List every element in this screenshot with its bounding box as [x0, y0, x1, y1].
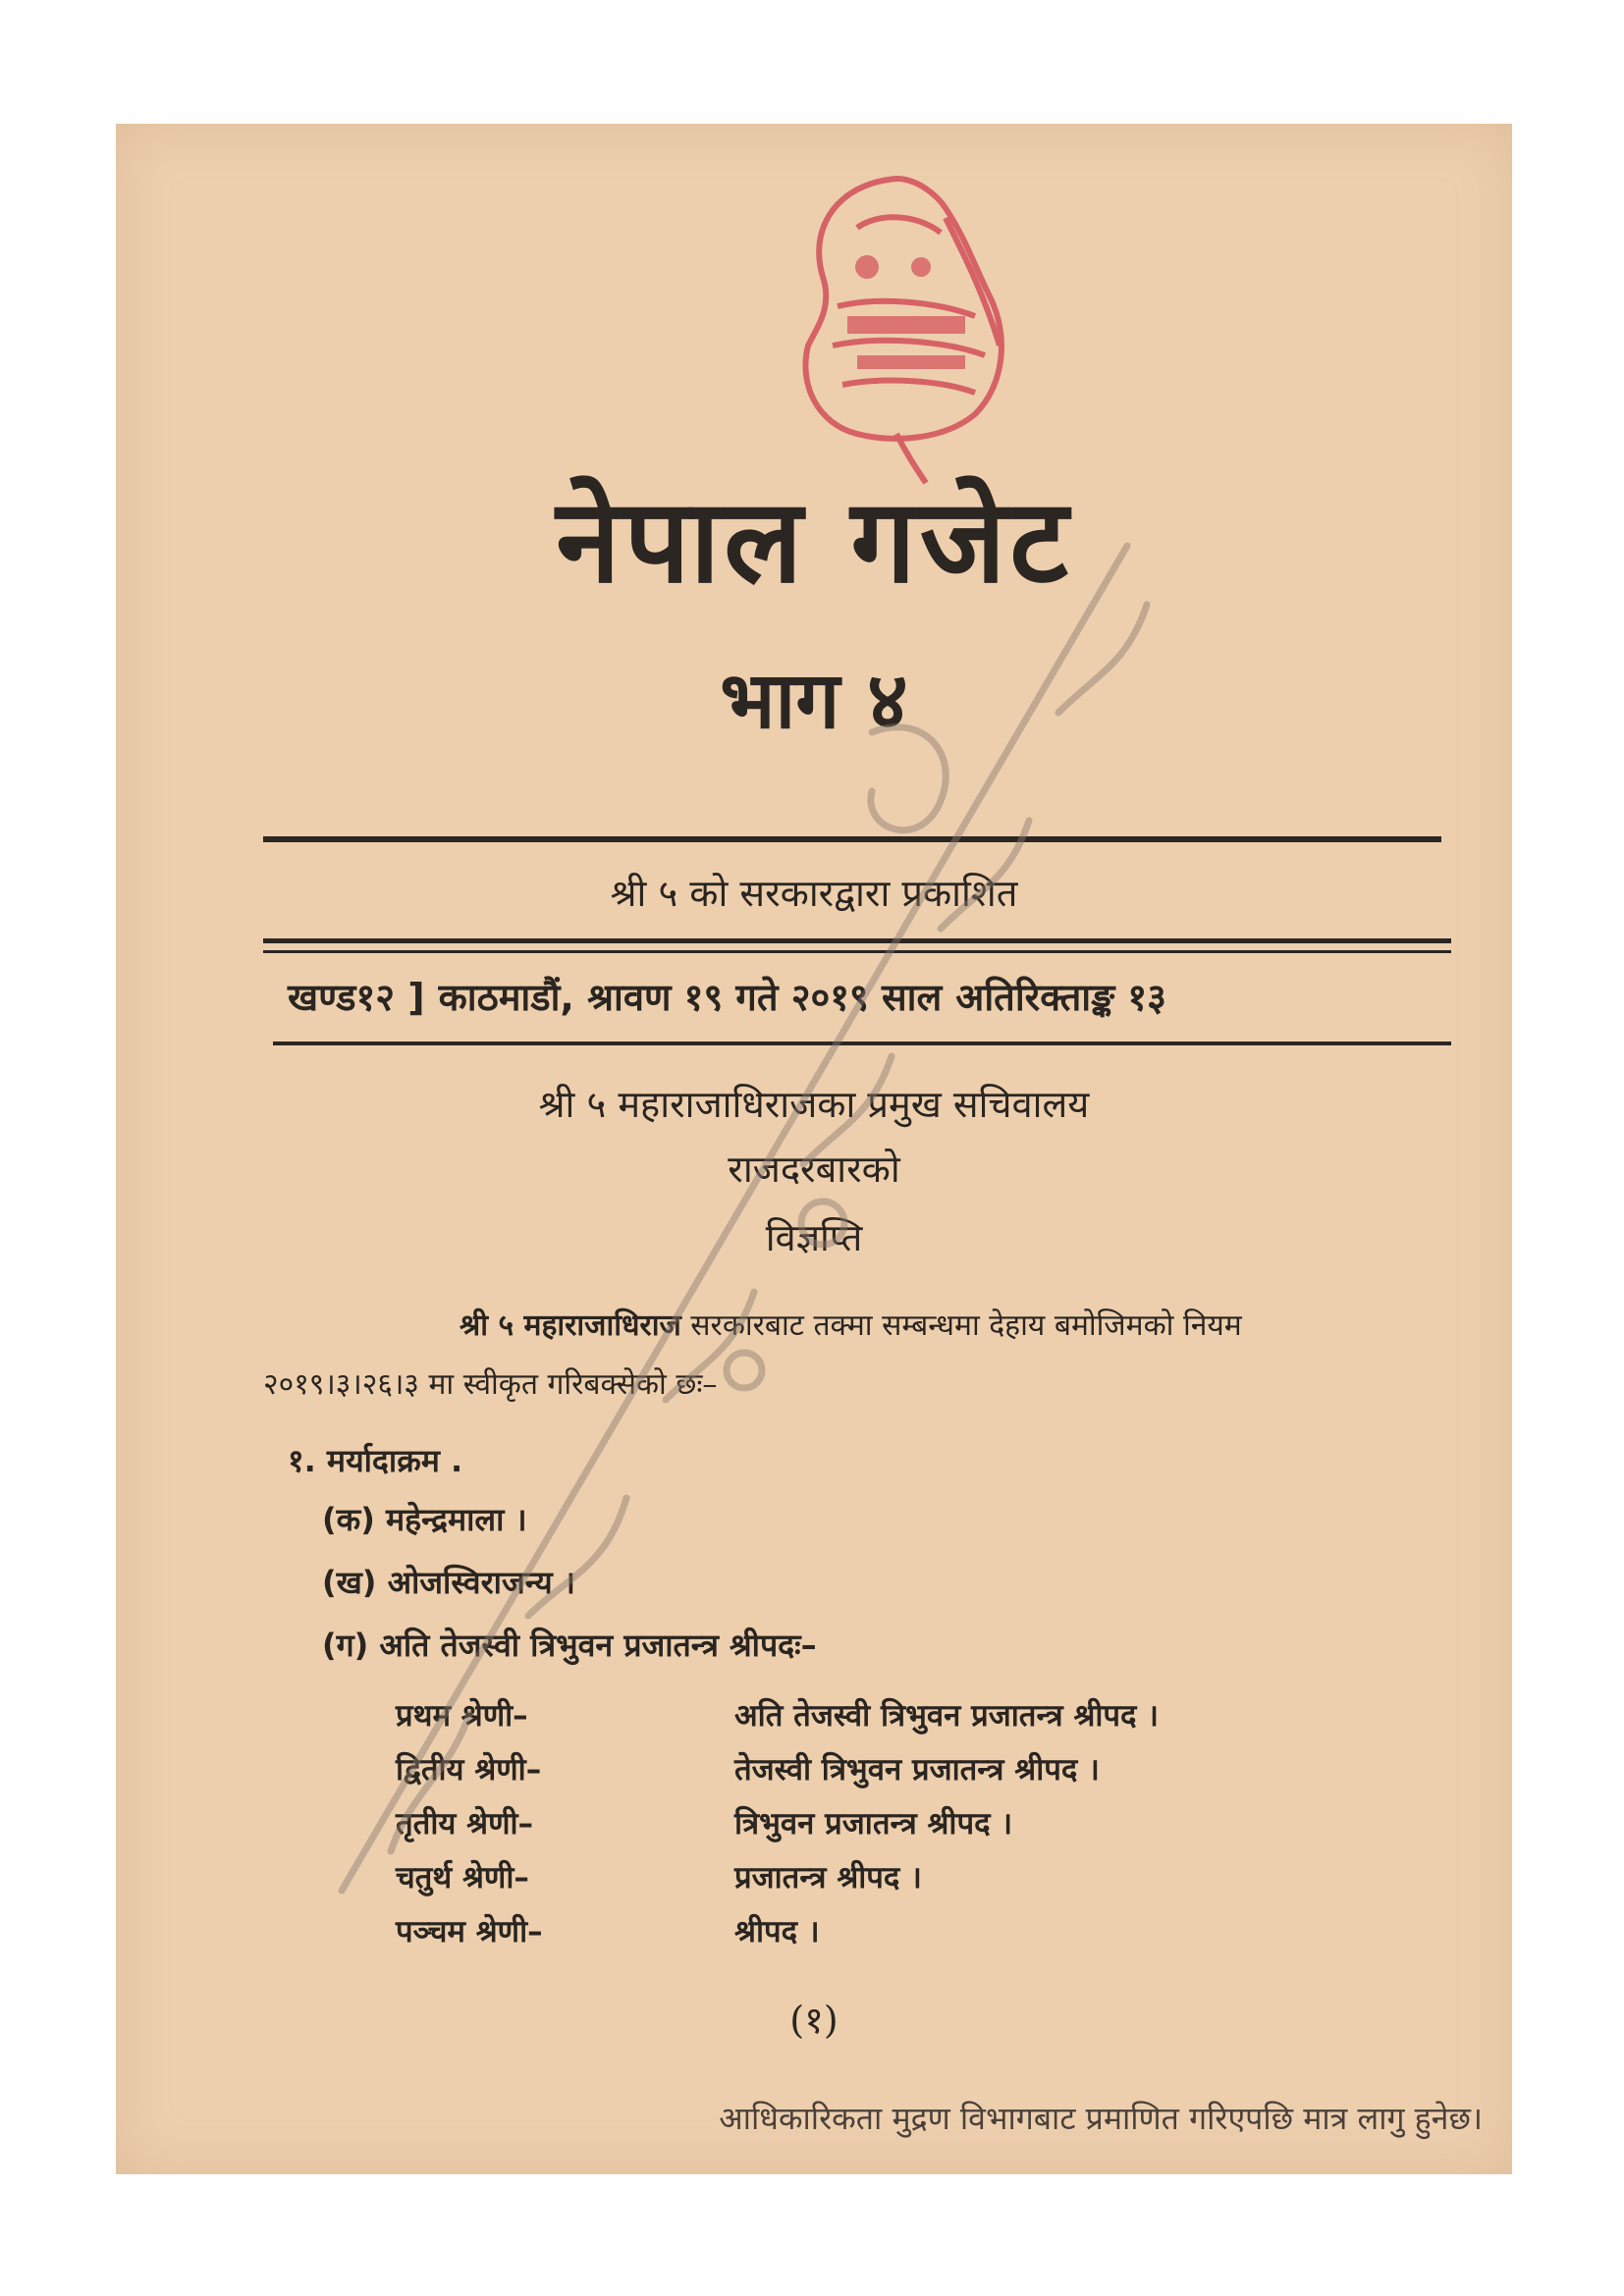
grade-award: अति तेजस्वी त्रिभुवन प्रजातन्त्र श्रीपद । — [734, 1698, 1160, 1734]
gazette-page — [116, 124, 1512, 2174]
issue-date: काठमाडौं, श्रावण १९ गते २०१९ साल — [438, 976, 943, 1019]
grade-label: प्रथम श्रेणी– — [396, 1698, 528, 1734]
grade-row — [396, 1856, 1378, 1907]
notice-intro — [263, 1297, 1510, 1415]
authentication-note: आधिकारिकता मुद्रण विभागबाट प्रमाणित गरिएपछि मात्र लागु हुनेछ। — [719, 2100, 1483, 2137]
double-rule-upper — [263, 938, 1451, 943]
grade-label: पञ्चम श्रेणी– — [396, 1914, 543, 1949]
grade-row — [396, 1694, 1378, 1745]
gazette-part: भाग ४ — [720, 655, 908, 746]
extraordinary-number: अतिरिक्ताङ्क १३ — [955, 976, 1166, 1019]
grade-row — [396, 1802, 1378, 1853]
intro-lead: श्री ५ महाराजाधिराज — [460, 1308, 681, 1343]
top-rule — [263, 836, 1441, 842]
royal-emblem-seal — [749, 159, 1034, 493]
section-heading: १. मर्यादाक्रम . — [288, 1442, 463, 1479]
grade-label: तृतीय श्रेणी– — [396, 1806, 534, 1842]
issue-info-line — [116, 971, 1512, 1022]
grade-award: त्रिभुवन प्रजातन्त्र श्रीपद । — [734, 1806, 1013, 1842]
list-item: (क) महेन्द्रमाला । — [322, 1501, 527, 1538]
office-name: श्री ५ महाराजाधिराजका प्रमुख सचिवालय — [538, 1083, 1090, 1126]
grade-row — [396, 1910, 1378, 1961]
office-location: राजदरबारको — [728, 1148, 900, 1191]
grade-award: श्रीपद । — [734, 1914, 820, 1949]
grade-award: तेजस्वी त्रिभुवन प्रजातन्त्र श्रीपद । — [734, 1752, 1100, 1788]
page-number: (१) — [789, 1999, 839, 2042]
notice-intro-line1 — [263, 1297, 1510, 1356]
grade-award: प्रजातन्त्र श्रीपद । — [734, 1860, 922, 1896]
list-item: (ग) अति तेजस्वी त्रिभुवन प्रजातन्त्र श्रीपदः– — [322, 1627, 817, 1664]
grade-row — [396, 1748, 1378, 1799]
gazette-title: नेपाल गजेट — [556, 473, 1072, 609]
notice-intro-line2: २०१९।३।२६।३ मा स्वीकृत गरिबक्सेको छः– — [263, 1367, 718, 1402]
intro-rest: सरकारबाट तक्मा सम्बन्धमा देहाय बमोजिमको नियम — [680, 1308, 1242, 1343]
grade-label: चतुर्थ श्रेणी– — [396, 1860, 529, 1896]
double-rule-lower — [263, 950, 1451, 953]
issue-rule — [273, 1041, 1451, 1045]
grade-label: द्वितीय श्रेणी– — [396, 1752, 542, 1788]
list-item: (ख) ओजस्विराजन्य । — [322, 1564, 575, 1601]
publisher-line: श्री ५ को सरकारद्वारा प्रकाशित — [610, 872, 1018, 915]
notice-heading: विज्ञप्ति — [765, 1216, 863, 1259]
volume-number: खण्ड१२ ] — [288, 976, 425, 1019]
